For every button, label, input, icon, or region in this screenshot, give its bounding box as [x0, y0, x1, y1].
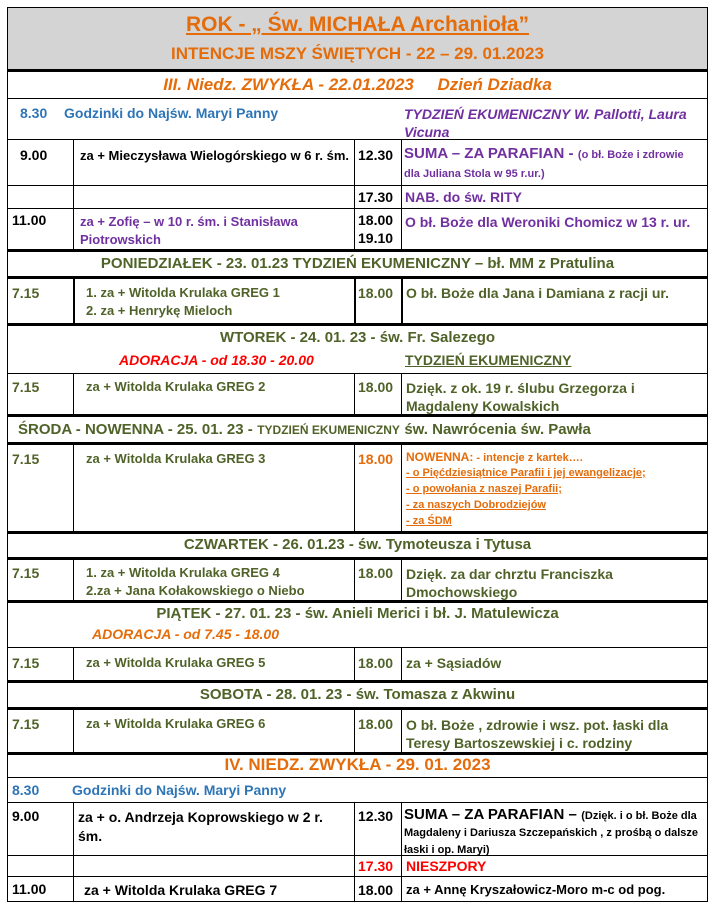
thursday-row — [8, 560, 707, 603]
friday-title: PIĄTEK - 27. 01. 23 - św. Anieli Merici i bł. J. Matulewicza — [156, 605, 559, 622]
tuesday-adoration: ADORACJA - od 18.30 - 20.00 — [119, 352, 314, 368]
sunday1-time-900: 9.00 — [20, 147, 48, 163]
wednesday-title-feast: św. Nawrócenia św. Pawła — [404, 421, 591, 438]
thursday-time-715: 7.15 — [12, 565, 40, 581]
monday-title: PONIEDZIAŁEK - 23. 01.23 TYDZIEŃ EKUMENICZNY – bł. MM z Pratulina — [100, 255, 615, 272]
tuesday-time-715: 7.15 — [12, 379, 40, 395]
monday-intention-1800: O bł. Boże dla Jana i Damiana z racji ur. — [406, 285, 669, 301]
sunday2-intention-1100: za + Witolda Krulaka GREG 7 — [84, 882, 278, 898]
thursday-title-row — [8, 533, 707, 560]
sunday2-row-4 — [8, 877, 707, 901]
friday-intention-1800: za + Sąsiadów — [406, 655, 502, 671]
sunday2-row-2 — [8, 803, 707, 856]
sunday2-time-1730: 17.30 — [358, 858, 394, 874]
sunday1-time-1800: 18.00 — [358, 212, 394, 228]
tuesday-row — [8, 374, 707, 417]
novena-line-0 — [406, 450, 583, 464]
tuesday-adoration-row — [8, 349, 707, 374]
friday-title-row — [8, 602, 707, 624]
friday-intention-715: za + Witolda Krulaka GREG 5 — [86, 655, 266, 670]
saturday-title-row — [8, 682, 707, 710]
sunday1-suma-main: SUMA – ZA PARAFIAN - — [404, 145, 574, 162]
sunday1-time-1910: 19.10 — [358, 230, 394, 246]
thursday-intention-1: 1. za + Witolda Krulaka GREG 4 — [86, 565, 280, 580]
novena-line-1: - o Pięćdziesiątnice Parafii i jej ewangelizacje; — [406, 467, 646, 479]
thursday-intention-1800: Dzięk. za dar chrztu Franciszka Dmochowskiego — [406, 566, 613, 600]
sunday1-time-830: 8.30 — [20, 105, 48, 121]
novena-line-3: - za naszych Dobrodziejów — [406, 499, 546, 511]
monday-intention-1: 1. za + Witolda Krulaka GREG 1 — [86, 285, 280, 300]
thursday-title: CZWARTEK - 26. 01.23 - św. Tymoteusza i Tytusa — [183, 536, 532, 553]
wednesday-title-ecumenical: TYDZIEŃ EKUMENICZNY — [257, 423, 400, 437]
wednesday-title — [18, 421, 591, 439]
novena-line-2: - o powołania z naszej Parafii; — [406, 483, 562, 495]
parish-year-title: ROK - „ Św. MICHAŁA Archanioła” — [185, 13, 529, 36]
saturday-row — [8, 710, 707, 755]
sunday1-intention-900: za + Mieczysława Wielogórskiego w 6 r. śm. — [80, 148, 350, 163]
wednesday-time-1800: 18.00 — [358, 451, 394, 467]
sunday1-godzinki: Godzinki do Najśw. Maryi Panny — [64, 105, 279, 121]
sunday1-row-4 — [8, 209, 707, 252]
sunday2-intention-900: za + o. Andrzeja Koprowskiego w 2 r. śm. — [78, 809, 323, 844]
sunday2-suma-main: SUMA – ZA PARAFIAN – — [404, 806, 577, 823]
monday-title-row — [8, 251, 707, 279]
ecumenical-week-note: TYDZIEŃ EKUMENICZNY W. Pallotti, Laura Vicuna — [404, 106, 687, 140]
sunday1-suma-detail: (o bł. Boże i zdrowie dla Juliana Stola w 95 r.ur.) — [404, 149, 684, 180]
wednesday-title-row — [8, 416, 707, 445]
sunday2-time-900: 9.00 — [12, 808, 40, 824]
tuesday-title: WTOREK - 24. 01. 23 - św. Fr. Salezego — [219, 329, 496, 346]
sunday1-time-1730: 17.30 — [358, 189, 394, 205]
sunday1-suma — [404, 145, 700, 183]
tuesday-intention-715: za + Witolda Krulaka GREG 2 — [86, 379, 266, 394]
sunday1-row-1 — [8, 99, 707, 140]
sunday1-title-main: III. Niedz. ZWYKŁA - 22.01.2023 — [163, 75, 414, 94]
wednesday-time-715: 7.15 — [12, 451, 40, 467]
sunday1-time-1230: 12.30 — [358, 147, 394, 163]
friday-time-715: 7.15 — [12, 655, 40, 671]
intentions-subtitle: INTENCJE MSZY ŚWIĘTYCH - 22 – 29. 01.2023 — [171, 44, 544, 63]
sunday2-godzinki: Godzinki do Najśw. Maryi Panny — [72, 782, 287, 798]
sunday1-title — [8, 75, 707, 95]
novena-label: NOWENNA: — [406, 450, 474, 464]
sunday2-row-1 — [8, 778, 707, 803]
sunday2-intention-1800: za + Annę Kryszałowicz-Moro m-c od pog. — [406, 882, 666, 897]
tuesday-ecumenical-week: TYDZIEŃ EKUMENICZNY — [405, 352, 572, 368]
sunday1-row-2 — [8, 140, 707, 186]
tuesday-time-1800: 18.00 — [358, 379, 394, 395]
sunday1-intention-1100: za + Zofię – w 10 r. śm. i Stanisława Piotrowskich — [80, 214, 298, 247]
sunday2-suma — [404, 807, 702, 858]
sunday2-time-1230: 12.30 — [358, 808, 394, 824]
wednesday-intention-715: za + Witolda Krulaka GREG 3 — [86, 451, 266, 466]
wednesday-row — [8, 445, 707, 534]
monday-row — [8, 279, 707, 326]
tuesday-title-row — [8, 325, 707, 349]
friday-time-1800: 18.00 — [358, 655, 394, 671]
friday-adoration-row — [8, 624, 707, 648]
thursday-intention-2: 2.za + Jana Kołakowskiego o Niebo — [86, 583, 305, 598]
saturday-time-715: 7.15 — [12, 716, 40, 732]
monday-time-1800: 18.00 — [358, 285, 394, 301]
intentions-sheet — [7, 7, 708, 902]
novena-cards: - intencje z kartek…. — [473, 452, 583, 464]
sunday1-rita: NAB. do św. RITY — [405, 189, 522, 205]
sunday2-row-3 — [8, 856, 707, 877]
tuesday-intention-1800: Dzięk. z ok. 19 r. ślubu Grzegorza i Magdaleny Kowalskich — [406, 380, 635, 414]
saturday-time-1800: 18.00 — [358, 716, 394, 732]
sunday2-title: IV. NIEDZ. ZWYKŁA - 29. 01. 2023 — [224, 755, 491, 774]
thursday-time-1800: 18.00 — [358, 565, 394, 581]
friday-row — [8, 648, 707, 683]
header — [8, 8, 707, 72]
sunday2-time-830: 8.30 — [12, 782, 40, 798]
sunday1-time-1100: 11.00 — [12, 212, 47, 228]
friday-adoration: ADORACJA - od 7.45 - 18.00 — [92, 626, 279, 642]
sunday2-vespers: NIESZPORY — [406, 858, 487, 874]
sunday1-note: Dzień Dziadka — [437, 75, 552, 94]
saturday-title: SOBOTA - 28. 01. 23 - św. Tomasza z Akwinu — [199, 686, 516, 703]
monday-intention-2: 2. za + Henrykę Mieloch — [86, 303, 233, 318]
sunday1-row-3 — [8, 186, 707, 209]
sunday2-time-1800: 18.00 — [358, 882, 394, 898]
sunday2-time-1100: 11.00 — [12, 881, 47, 897]
sunday2-suma-detail: (Dzięk. i o bł. Boże dla Magdaleny i Dariusza Szczepańskich , z prośbą o dalsze łaski i op. Maryi) — [404, 810, 699, 856]
sunday2-title-row — [8, 754, 707, 778]
novena-line-4: - za ŚDM — [406, 515, 452, 527]
monday-time-715: 7.15 — [12, 285, 40, 301]
sunday1-intention-1800: O bł. Boże dla Weroniki Chomicz w 13 r. ur. — [405, 214, 691, 230]
saturday-intention-715: za + Witolda Krulaka GREG 6 — [86, 716, 266, 731]
wednesday-title-main: ŚRODA - NOWENNA - 25. 01. 23 - — [18, 421, 253, 438]
sunday1-title-row — [8, 71, 707, 99]
saturday-intention-1800: O bł. Boże , zdrowie i wsz. pot. łaski dla Teresy Bartoszewskiej i c. rodziny — [406, 717, 669, 751]
